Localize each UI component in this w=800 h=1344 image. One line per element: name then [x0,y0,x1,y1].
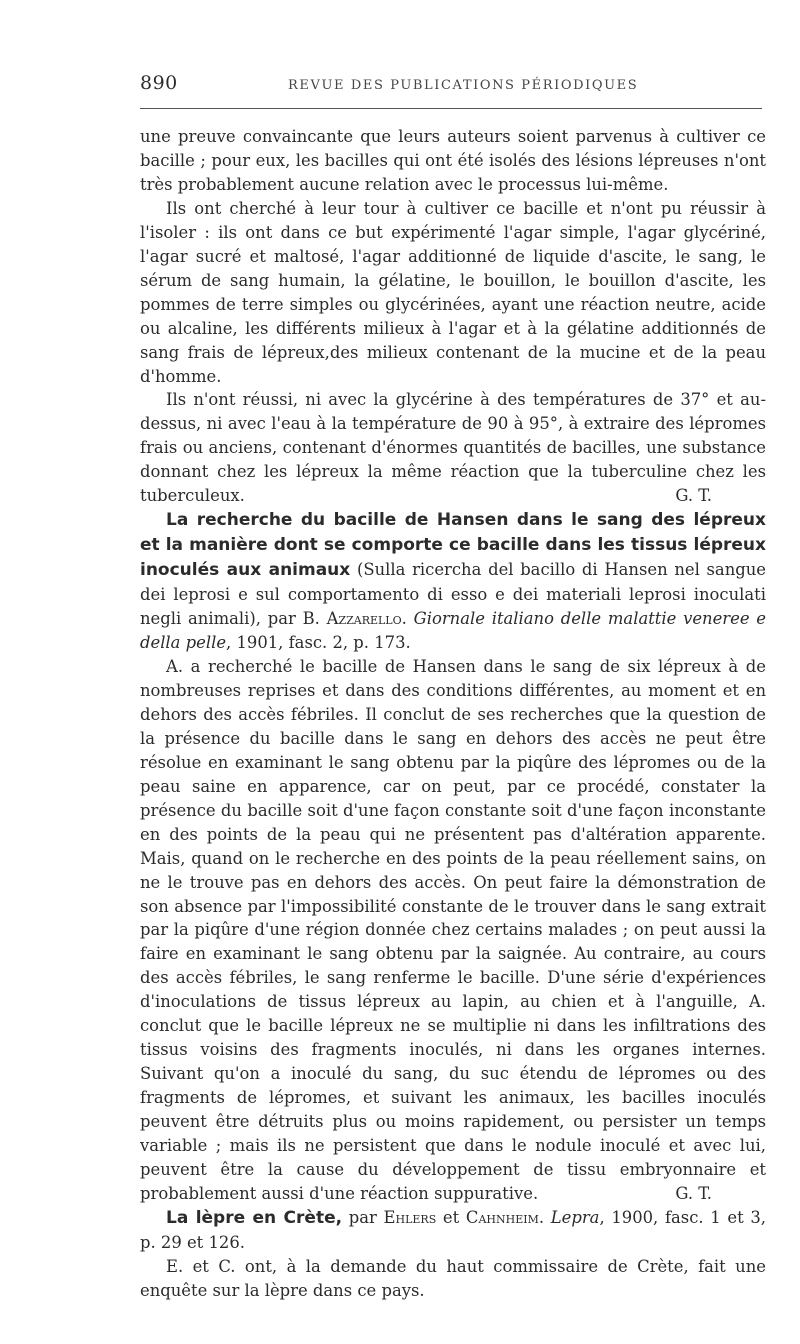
journal-title: Lepra [550,1207,600,1227]
and-text: et [436,1207,466,1227]
reference: , 1900, fasc. 1 et 3, p. 29 et 126. [140,1207,766,1252]
separator: . [538,1207,551,1227]
article-title: La lèpre en Crète, [166,1207,343,1228]
paragraph-5 [140,655,766,1206]
paragraph-2: Ils ont cherché à leur tour à cultiver ce bacille et n'ont pu réussir à l'isoler : ils ont dans ce but expérimenté l'agar simple, l'agar glycériné, l'agar sucré et maltosé, l'agar additionné de liquide d'ascite, le sang, le sérum de sang humain, la gélatine, le bouillon, le bouillon d'ascite, les pommes de terre simples ou glycérinées, ayant une réaction neutre, acide ou alcaline, les différents milieux à l'agar et à la gélatine additionnés de sang frais de lépreux,des milieux contenant de la mucine et de la peau d'homme. [140,198,766,386]
original-title: (Sulla ricercha del bacillo di Hansen nel sangue dei leprosi e sul comportamento di esso e dei materiali leprosi inoculati negli animali), par B. [140,560,767,629]
author-name: Azzarello [326,609,402,629]
page-number: 890 [140,72,178,94]
paragraph-3-text: Ils n'ont réussi, ni avec la glycérine à des températures de 37° et au-dessus, ni avec l'eau à la température de 90 à 95°, à extraire des lépromes frais ou anciens, contenant d'énormes quantités de bacilles, une substance donnant chez les lépreux la même réaction que la tuberculine chez les tuberculeux. [140,390,766,506]
separator: . [401,609,414,629]
reference: , 1901, fasc. 2, p. 173. [226,633,411,653]
paragraph-3 [140,388,766,508]
paragraph-5-text: A. a recherché le bacille de Hansen dans le sang de six lépreux à de nombreuses reprises et dans des conditions différentes, au moment et en dehors des accès fébriles. Il conclut de ses recherches que la question de la présence du bacille dans le sang en dehors des accès ne peut être résolue en examinant le sang obtenu par la piqûre des lépromes ou de la peau saine en apparence, car on peut, par ce procédé, constater la présence du bacille soit d'une façon constante soit d'une façon inconstante en des points de la peau qui ne présentent pas d'altération apparente. Mais, quand on le recherche en des points de la peau réellement sains, on ne le trouve pas en dehors des accès. On peut faire la démonstration de son absence par l'impossibilité constante de le trouver dans le sang extrait par la piqûre d'une région donnée chez certains malades ; on peut aussi la faire en examinant le sang obtenu par la saignée. Au contraire, au cours des accès fébriles, le sang renferme le bacille. D'une série d'expériences d'inoculations de tissus lépreux au lapin, au chien et à l'anguille, A. conclut que le bacille lépreux ne se multiplie ni dans les infiltrations des tissus voisins des fragments inoculés, ni dans les organes internes. Suivant qu'on a inoculé du sang, du suc étendu de lépromes ou des fragments de lépromes, et suivant les animaux, les bacilles inoculés peuvent être détruits plus ou moins rapidement, ou persister un temps variable ; mais ils ne persistent que dans le nodule inoculé et avec lui, peuvent être la cause du développement de tissu embryonnaire et probablement aussi d'une réaction suppurative. [140,656,766,1203]
journal-title: Giornale italiano delle malattie veneree e della pelle [140,609,767,653]
article-heading-hansen [140,508,766,655]
page-header [140,72,762,109]
running-head: REVUE DES PUBLICATIONS PÉRIODIQUES [288,78,639,93]
article-heading-crete [140,1206,766,1255]
article-body [140,125,766,1303]
signature: G. T. [675,486,712,506]
article-title: La recherche du bacille de Hansen dans le sang des lépreux et la manière dont se comporte ce bacille dans les tissus lépreux inoculés aux animaux [140,510,766,581]
author-name: Ehlers [383,1207,437,1227]
author-name: Cahnheim [465,1207,539,1227]
by-text: par [342,1207,384,1227]
paragraph-7: E. et C. ont, à la demande du haut commissaire de Crète, fait une enquête sur la lèpre dans ce pays. [140,1256,766,1300]
paragraph-1: une preuve convaincante que leurs auteurs soient parvenus à cultiver ce bacille ; pour eux, les bacilles qui ont été isolés des lésions lépreuses n'ont très probablement aucune relation avec le processus lui-même. [140,127,766,194]
signature: G. T. [675,1183,712,1203]
